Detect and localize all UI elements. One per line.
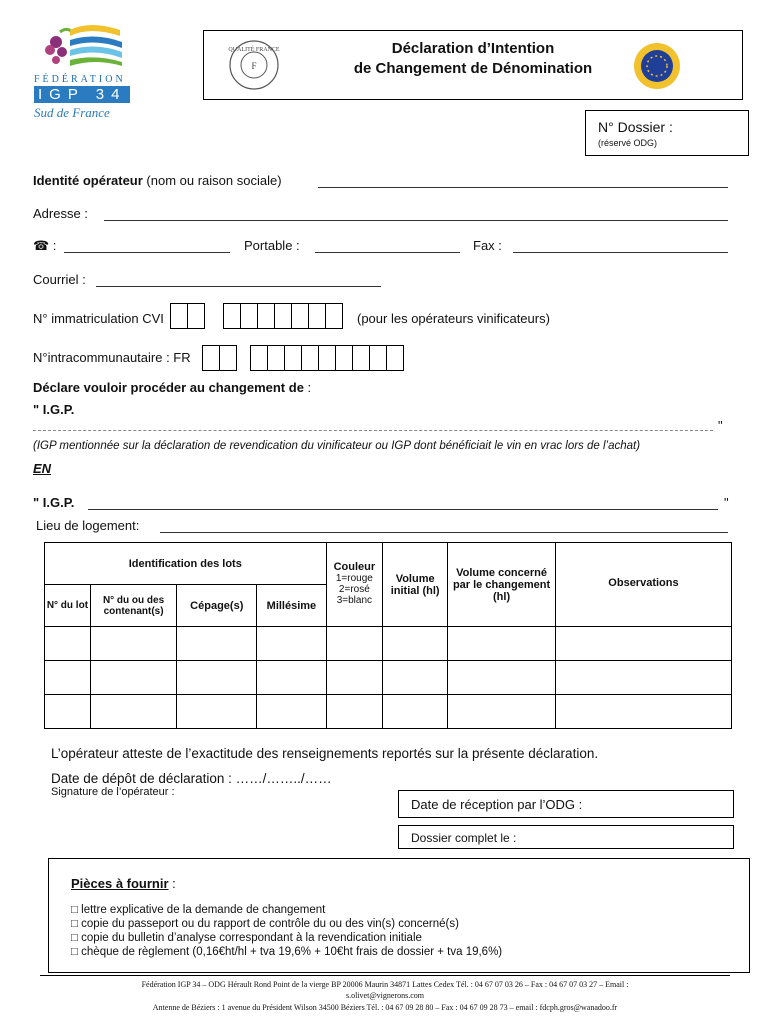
dossier-box: [585, 110, 749, 156]
observations-header: Observations: [555, 543, 731, 627]
declare-text: Déclare vouloir procéder au changement de :: [33, 380, 312, 395]
dossier-note: (réservé ODG): [598, 138, 658, 148]
title-box: [203, 30, 743, 100]
contenant-header: N° du ou des contenant(s): [90, 585, 176, 627]
table-row: [45, 661, 732, 695]
millesime-header: Millésime: [257, 585, 326, 627]
igp2-label: " I.G.P.: [33, 495, 75, 510]
logo-igp-text: IGP 34: [34, 86, 130, 103]
footer-line-3: Antenne de Béziers : 1 avenue du Président Wilson 34500 Béziers Tél. : 04 67 09 28 80 – Fax : 04 67 09 28 73 – email : fdcph.gros@wanadoo.fr: [152, 1003, 618, 1012]
footer-line-2: s.olivet@vignerons.com: [345, 991, 425, 1000]
dossier-complet-label: Dossier complet le :: [411, 831, 517, 845]
fax-field[interactable]: [513, 238, 728, 253]
pieces-box: [48, 858, 750, 973]
cvi-cells-b[interactable]: [223, 303, 342, 329]
couleur-header: Couleur 1=rouge 2=rosé 3=blanc: [326, 543, 383, 627]
footer-divider: [40, 975, 730, 976]
date-depot: Date de dépôt de déclaration : ……/……../……: [51, 771, 332, 786]
volume-initial-header: Volume initial (hl): [383, 543, 448, 627]
igp1-label: " I.G.P.: [33, 402, 75, 417]
fax-label: Fax :: [473, 238, 502, 253]
cvi-label: N° immatriculation CVI: [33, 311, 164, 326]
checkbox-icon[interactable]: □: [71, 932, 82, 944]
svg-text:QUALITÉ FRANCE: QUALITÉ FRANCE: [228, 47, 280, 53]
list-item: □ copie du bulletin d’analyse correspondant à la revendication initiale: [71, 932, 422, 944]
footer-line-1: Fédération IGP 34 – ODG Hérault Rond Point de la vierge BP 20006 Maurin 34871 Lattes Cedex Tél. : 04 67 07 03 26 – Fax : 04 67 07 03 27 – Email :: [141, 980, 629, 989]
table-row: [45, 695, 732, 729]
dossier-complet-box[interactable]: [398, 825, 734, 849]
logo-sud-text: Sud de France: [34, 105, 110, 120]
portable-label: Portable :: [244, 238, 300, 253]
igp1-field[interactable]: [33, 416, 713, 431]
logo-federation-text: FÉDÉRATION: [34, 74, 126, 85]
volume-concerne-header: Volume concerné par le changement (hl): [448, 543, 556, 627]
checkbox-icon[interactable]: □: [71, 946, 82, 958]
igp2-end: ": [724, 495, 729, 510]
igp-note: (IGP mentionnée sur la déclaration de revendication du vinificateur ou IGP dont bénéficiait le vin en vrac lors de l’achat): [33, 440, 641, 452]
num-lot-header: N° du lot: [45, 585, 91, 627]
intra-cells-a[interactable]: [202, 345, 236, 371]
table-row: [45, 627, 732, 661]
ident-header: Identification des lots: [45, 543, 327, 585]
pieces-list: [71, 903, 502, 959]
telephone-field[interactable]: [64, 238, 230, 253]
list-item: □ copie du passeport ou du rapport de contrôle du ou des vin(s) concerné(s): [71, 918, 459, 930]
lots-table: [44, 542, 732, 729]
identite-label: Identité opérateur (nom ou raison sociale): [33, 173, 282, 188]
intra-cells-b[interactable]: [250, 345, 403, 371]
checkbox-icon[interactable]: □: [71, 904, 82, 916]
igp-eu-label-icon: [632, 41, 682, 91]
cepage-header: Cépage(s): [177, 585, 257, 627]
date-reception-box[interactable]: [398, 790, 734, 818]
courriel-label: Courriel :: [33, 272, 86, 287]
intra-label: N°intracommunautaire : FR: [33, 350, 191, 365]
adresse-field[interactable]: [104, 206, 728, 221]
pieces-title: Pièces à fournir :: [71, 876, 176, 891]
portable-field[interactable]: [315, 238, 460, 253]
cvi-note: (pour les opérateurs vinificateurs): [357, 311, 550, 326]
logo-graphic-icon: [40, 22, 132, 68]
list-item: □ lettre explicative de la demande de changement: [71, 904, 326, 916]
lieu-label: Lieu de logement:: [36, 518, 140, 533]
federation-logo: [28, 22, 138, 122]
list-item: □ chèque de règlement (0,16€ht/hl + tva 19,6% + 10€ht frais de dossier + tva 19,6%): [71, 946, 503, 958]
identite-field[interactable]: [318, 173, 728, 188]
svg-text:F: F: [251, 61, 257, 71]
adresse-label: Adresse :: [33, 206, 88, 221]
en-label: EN: [33, 461, 52, 476]
title-line-1: Déclaration d’Intention: [391, 40, 555, 57]
igp2-field[interactable]: [88, 495, 718, 510]
igp1-end: ": [718, 418, 723, 433]
telephone-label: ☎ :: [33, 238, 57, 253]
atteste-text: L’opérateur atteste de l’exactitude des renseignements reportés sur la présente déclaration.: [51, 746, 599, 761]
signature-label: Signature de l’opérateur :: [51, 786, 175, 798]
date-reception-label: Date de réception par l’ODG :: [411, 797, 583, 812]
courriel-field[interactable]: [96, 272, 381, 287]
checkbox-icon[interactable]: □: [71, 918, 82, 930]
lieu-field[interactable]: [160, 518, 728, 533]
title-line-2: de Changement de Dénomination: [353, 60, 593, 77]
dossier-label: N° Dossier :: [598, 119, 673, 135]
cvi-cells-a[interactable]: [170, 303, 204, 329]
